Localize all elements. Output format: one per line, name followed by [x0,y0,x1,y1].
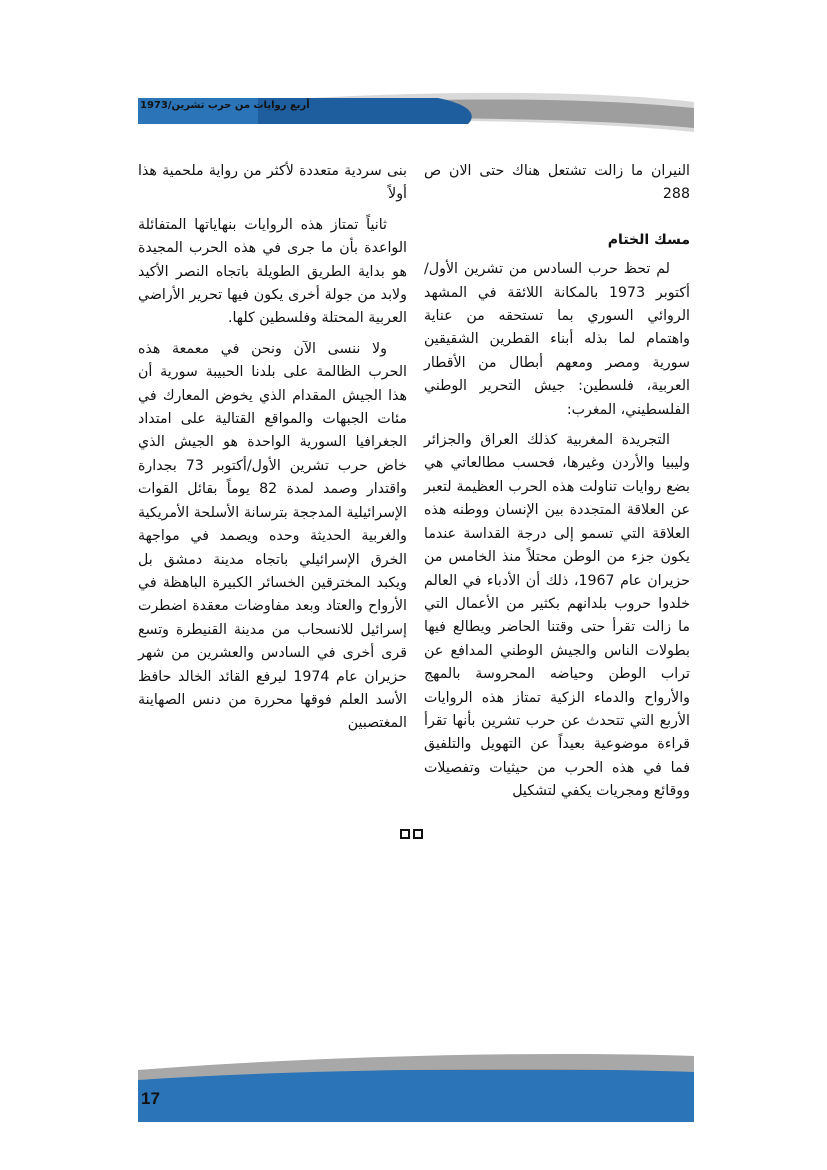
right-column-paragraph: التجريدة المغربية كذلك العراق والجزائر وليبيا والأردن وغيرها، فحسب مطالعاتي هي بضع روايات تناولت هذه الحرب العظيمة لتعبر عن العلاقة المتجددة بين الإنسان ووطنه هذه العلاقة التي تسمو إلى درجة القداسة عندما يكون جزء من الوطن محتلاً منذ الخامس من حزيران عام 1967، ذلك أن الأدباء في العالم خلدوا حروب بلدانهم بكثير من الأعمال التي ما زالت تقرأ حتى وقتنا الحاضر ويطالع فيها بطولات الناس والجيش الوطني المدافع عن تراب الوطن وحياضه المحروسة بالمهج والأرواح والدماء الزكية تمتاز هذه الروايات الأربع التي تتحدث عن حرب تشرين بأنها تقرأ قراءة موضوعية بعيداً عن التهويل والتلفيق فما في هذه الحرب من حيثيات وتفصيلات ووقائع ومجريات يكفي لتشكيل [424,432,690,800]
running-header-title: أربع روايات من حرب تشرين/1973 [140,100,310,111]
end-square-icon [413,829,423,839]
footer-decoration [138,1052,694,1122]
header-decoration [138,88,694,136]
left-column-paragraph: ثانياً تمتاز هذه الروايات بنهاياتها المتفائلة الواعدة بأن ما جرى في هذه الحرب المجيدة هو بداية الطريق الطويلة باتجاه النصر الأكيد ولابد من جولة أخرى يكون فيها تحرير الأراضي العربية المحتلة وفلسطين كلها. [138,216,407,327]
end-square-icon [400,829,410,839]
right-column-intro: النيران ما زالت تشتعل هناك حتى الان ص 288 [424,163,690,203]
left-column-paragraph: ولا ننسى الآن ونحن في معمعة هذه الحرب الظالمة على بلدنا الحبيبة سورية أن هذا الجيش المقدام الذي يخوض المعارك في مئات الجبهات والمواقع القتالية على امتداد الجغرافيا السورية الواحدة هو الجيش الذي خاض حرب تشرين الأول/أكتوبر 73 بجدارة واقتدار وصمد لمدة 82 يوماً بقائل القوات الإسرائيلية المدججة بترسانة الأسلحة الأمريكية والغربية الحديثة وحده ويصمد في مواجهة الخرق الإسرائيلي باتجاه مدينة دمشق بل ويكبد المخترقين الخسائر الكبيرة الباهظة في الأرواح والعتاد وبعد مفاوضات معقدة اضطرت إسرائيل للانسحاب من مدينة القنيطرة وتسع قرى أخرى في السادس والعشرين من شهر حزيران عام 1974 ليرفع القائد الخالد حافظ الأسد العلم فوقها محررة من دنس الصهاينة المغتصبين [138,340,407,732]
left-column [138,160,407,743]
end-of-article-mark [400,829,423,839]
page-number: 17 [141,1089,160,1108]
right-column-paragraph: لم تحظ حرب السادس من تشرين الأول/ أكتوبر 1973 بالمكانة اللائقة في المشهد الروائي السوري بما تستحقه من عناية واهتمام لما بذله أبناء القطرين الشقيقين سورية ومصر ومعهم أبطال من الأقطار العربية، فلسطين: جيش التحرير الوطني الفلسطيني، المغرب: [424,261,690,418]
left-column-paragraph: بنى سردية متعددة لأكثر من رواية ملحمية هذا أولاً [138,163,407,203]
section-heading: مسك الختام [607,231,690,248]
right-column [424,160,690,811]
